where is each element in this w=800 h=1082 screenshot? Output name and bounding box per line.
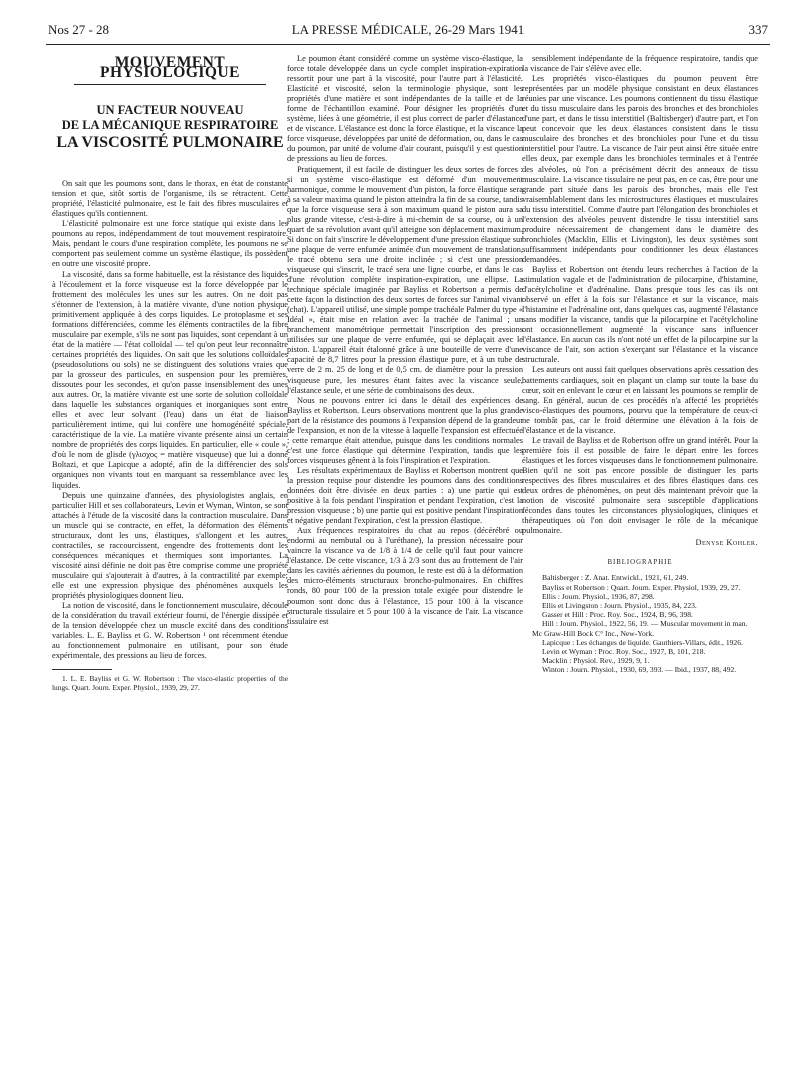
bibliography-entry: Gasser et Hill : Proc. Roy. Soc., 1924, B, 96, 398.	[542, 610, 693, 620]
paragraph: Nous ne pouvons entrer ici dans le détail des expériences de Bayliss et Robertson. Leurs observations montrent que la plus grande part de la résistance des poumons à l'expansion dépend de la grandeur de l'expansion, et non de la vitesse à laquelle l'expansion est effectuée ; cette remarque était attendue, puisque dans les conditions normales c'est une force élastique qui détermine l'expiration, tandis que les forces visqueuses gênent à la fois l'inspiration et l'expiration.	[287, 395, 523, 465]
column-3	[522, 54, 758, 1064]
bibliography-entry: Ellis : Journ. Physiol., 1936, 87, 298.	[542, 591, 655, 601]
section-rubric: MOUVEMENT PHYSIOLOGIQUE	[100, 54, 240, 82]
column-2	[287, 54, 523, 1064]
article-subtitle-2: DE LA MÉCANIQUE RESPIRATOIRE	[61, 118, 279, 133]
bibliography-entry: Levin et Wyman : Proc. Roy. Soc., 1927, B, 101, 218.	[542, 646, 706, 656]
paragraph: L'élasticité pulmonaire est une force statique qui existe dans les poumons au repos, indépendamment de tout mouvement respiratoire. Mais, pendant le cours d'une respiration complète, les poumons ne se comportent pas seulement comme un système élastique, ils possèdent en outre une viscosité propre.	[52, 219, 288, 269]
paragraph: La viscosité, dans sa forme habituelle, est la résistance des liquides à l'écoulement et la force visqueuse est la force développée par le frottement des molécules les unes sur les autres. On ne doit pas s'étonner de l'extension, à la matière vivante, d'une notion physique primitivement appliquée à des corps liquides. Le protoplasme et ses formations différenciées, comme les éléments contractiles de la fibre musculaire par exemple, s'ils ne sont pas liquides, sont cependant à un état de la matière — l'état colloïdal — tel qu'on peut leur reconnaître certaines propriétés des liquides. On sait que les solutions colloïdales (pseudosolutions ou sols) ne se distinguent des solutions vraies que par la grosseur des particules, en suspension pour les premières, dissoutes pour les secondes, et qu'on passe insensiblement des unes aux autres. Or, la matière vivante est une sorte de solution colloïdale dans laquelle les substances organiques et inorganiques sont entre elles et avec leur solvant (l'eau) dans un état de liaison particulièrement intime, qui lui confère une homogénéité spéciale, caractéristique de la vie. La matière vivante présente ainsi un certain nombre de propriétés des corps liquides. En particulier, elle « coule », d'où le nom de glisde (γλισχος = matière visqueuse) que lui a donné Boltazi, et que Lapicque a adopté, afin de la différencier des sols organiques non vivants tout en marquant sa ressemblance avec les liquides.	[52, 269, 288, 490]
paragraph: Les résultats expérimentaux de Bayliss et Robertson montrent que la pression requise pour distendre les poumons dans des conditions données doit être divisée en deux parties : a) une partie qui est positive à la fois pendant l'inspiration et pendant l'expiration, c'est la pression visqueuse ; b) une partie qui est positive pendant l'inspiration et négative pendant l'expiration, c'est la pression élastique.	[287, 465, 523, 526]
page-number: 337	[748, 22, 768, 37]
article-subtitle-1: UN FACTEUR NOUVEAU	[96, 103, 244, 118]
rubric-rule	[74, 84, 266, 85]
paragraph: Aux fréquences respiratoires du chat au repos (décérébré ou endormi au nembutal ou à l'uréthane), la pression nécessaire pour vaincre la viscance va de 1/8 à 1/4 de celle qu'il faut pour vaincre l'élastance. De cette viscance, 1/3 à 2/3 sont dus au frottement de l'air dans les cavités aériennes du poumon, le reste est dû à la déformation des micro-éléments structuraux broncho-pulmonaires. En chiffres ronds, 80 pour 100 de la pression totale exigée pour distendre le poumon sont donc dus à l'élastance, 15 pour 100 à la viscance structurale tissulaire et 5 pour 100 à la viscance de l'air. La viscance tissulaire est	[287, 526, 523, 626]
paragraph: Les propriétés visco-élastiques du poumon peuvent être représentées par un modèle physique consistant en deux élastances réunies par une viscance. Les poumons contiennent du tissu élastique et du tissu musculaire dans les parois des bronches et des bronchioles d'une part, et dans le tissu interstitiel (Baltisberger) d'autre part, et l'on peut concevoir que les deux élastances consistent dans le tissu musculaire des bronches et des bronchioles pour l'une et du tissu interstitiel pour l'autre. La viscance de l'air peut ainsi être située entre elles deux, par exemple dans les bronchioles terminales et à l'entrée des alvéoles, où l'on a précisément décrit des anneaux de tissu musculaire. La viscance tissulaire ne peut pas, en ce cas, être pour une grande part située dans les parois des bronches, mais elle l'est vraisemblablement dans les microstructures élastiques et musculaires du tissu interstitiel. Comme d'autre part l'élongation des bronchioles et l'extension des alvéoles peuvent distendre le tissu interstitiel sans produire nécessairement de changement dans le diamètre des bronchioles (Macklin, Ellis et Livingston), les deux systèmes sont suffisamment indépendants pour conditionner les deux élastances demandées.	[522, 74, 758, 264]
bibliography-entry: Hill : Journ. Physiol., 1922, 56, 19. — Muscular movement in man. Mc Graw-Hill Bock C° Inc., New-York.	[532, 619, 748, 638]
header-rule	[46, 44, 770, 45]
bibliography-entry: Ellis et Livingston : Journ. Physiol., 1935, 84, 223.	[542, 600, 697, 610]
paragraph: sensiblement indépendante de la fréquence respiratoire, tandis que la viscance de l'air s'élève avec elle.	[522, 54, 758, 74]
bibliography-heading: BIBLIOGRAPHIE	[607, 559, 673, 567]
bibliography-entry: Macklin : Physiol. Rev., 1929, 9, 1.	[542, 656, 650, 666]
issue-number: Nos 27 - 28	[48, 22, 110, 37]
paragraph: La notion de viscosité, dans le fonctionnement musculaire, découle de la considération du travail extérieur fourni, de l'énergie dissipée et de la tension développée chez un muscle excité dans des conditions variables. L. E. Bayliss et G. W. Robertson ¹ ont récemment étendue au fonctionnement pulmonaire en utilisant, pour son étude expérimentale, des pressions au lieu de forces.	[52, 601, 288, 661]
bibliography-entry: Lapicque : Les échanges de liquide. Gauthiers-Villars, édit., 1926.	[542, 637, 743, 647]
paragraph: Le travail de Bayliss et de Robertson offre un grand intérêt. Pour la première fois il est possible de faire le départ entre les forces élastiques et les forces visqueuses dans le fonctionnement pulmonaire. Bien qu'il ne soit pas encore possible de distinguer les parts respectives des fibres musculaires et des fibres élastiques dans ces deux ordres de phénomènes, on peut dès maintenant prévoir que la notion de viscosité pulmonaire sera susceptible d'applications fécondes dans toutes les circonstances physiologiques, cliniques et thérapeutiques où l'on doit envisager le rôle de la mécanique pulmonaire.	[522, 435, 758, 536]
bibliography-entry: Winton : Journ. Physiol., 1930, 69, 393. — Ibid., 1937, 88, 492.	[542, 665, 737, 675]
paragraph: Bayliss et Robertson ont étendu leurs recherches à l'action de la stimulation vagale et de l'administration de pilocarpine, d'histamine, d'acétylcholine et d'adrénaline. Dans presque tous les cas ils ont observé un effet à la fois sur l'élastance et sur la viscance, mais l'histamine et l'adrénaline ont, dans quelques cas, augmenté l'élastance sans modifier la viscance, tandis que la pilocarpine et l'acétylcholine ont occasionnellement augmenté la viscance sans influencer l'élastance. En aucun cas ils n'ont noté un effet de la pilocarpine sur la viscance de l'air, son action s'exerçant sur l'élastance et la viscance structurale.	[522, 264, 758, 365]
journal-title: LA PRESSE MÉDICALE, 26-29 Mars 1941	[291, 22, 525, 37]
page-header	[48, 22, 768, 42]
column-1	[52, 54, 288, 1064]
footnote-rule	[52, 669, 112, 670]
paragraph: Le poumon étant considéré comme un système visco-élastique, la force totale développée dans un cycle complet inspiration-expiration ressortit pour une part à la viscosité, pour l'autre part à l'élasticité. Elasticité et viscosité, selon la terminologie physique, sont les propriétés d'une matière et sont indépendantes de la taille et de la forme de l'échantillon examiné. Pour désigner les propriétés d'un système, liées à une géométrie, il est plus correct de parler d'élastance et de viscance. L'élastance est donc la force élastique, et la viscance la force visqueuse, développées par unité de déformation, ou, dans le cas du poumon, par unité de volume d'air courant, puisqu'il y est question de pressions au lieu de forces.	[287, 54, 523, 164]
paragraph: On sait que les poumons sont, dans le thorax, en état de constante tension et que, sitôt sortis de l'organisme, ils se rétractent. Cette propriété, l'élasticité pulmonaire, est le fait des fibres musculaires et élastiques qu'ils contiennent.	[52, 179, 288, 219]
bibliography-entry: Bayliss et Robertson : Quart. Journ. Exper. Physiol, 1939, 29, 27.	[542, 582, 741, 592]
paragraph: Les auteurs ont aussi fait quelques observations après cessation des battements cardiaques, soit en plaçant un clamp sur toute la base du cœur, soit en enlevant le cœur et en laissant les poumons se remplir de sang. En général, aucun de ces procédés n'a affecté les propriétés visco-élastiques des poumons, pourvu que la température de ceux-ci ne tombât pas, car le froid détermine une élévation à la fois de l'élastance et de la viscance.	[522, 365, 758, 435]
paragraph: Pratiquement, il est facile de distinguer les deux sortes de forces : si un système visco-élastique est déformé d'un mouvement harmonique, comme le mouvement d'un piston, la force élastique sera à sa valeur maxima quand le piston atteindra la fin de sa course, tandis que la force visqueuse sera à son maximum quand le piston aura sa plus grande vitesse, c'est-à-dire à mi-chemin de sa course, ou à un quart de sa révolution avant qu'il atteigne son déplacement maximum. Si donc on fait s'inscrire le développement d'une pression élastique sur une plaque de verre enfumée animée d'un mouvement de translation, le tracé obtenu sera une droite inclinée ; si c'est une pression visqueuse qui s'inscrit, le tracé sera une ligne courbe, et dans le cas d'une révolution complète inspiration-expiration, une ellipse. La technique spéciale imaginée par Bayliss et Robertson a permis de cette façon la distinction des deux sortes de forces sur l'animal vivant (chat). L'appareil utilisé, une simple pompe trachéale Palmer du type « Idéal », était mise en relation avec la trachée de l'animal ; un branchement manométrique permettait l'inscription des pressions utilisées sur une plaque de verre enfumée, qui se déplaçait avec le piston. L'appareil était étalonné grâce à une bouteille de verre d'une capacité de 8,7 litres pour la pression élastique pure, et à un tube de verre de 2 m. 25 de long et de 0,5 cm. de diamètre pour la pression visqueuse pure, les mesures étant faites avec la viscance seule, l'élastance seule, et une série de combinaisons des deux.	[287, 164, 523, 395]
author-signature: Denyse Kohler.	[695, 538, 758, 548]
bibliography-entry: Baltisberger : Z. Anat. Entwickl., 1921, 61, 249.	[542, 573, 689, 583]
article-title: LA VISCOSITÉ PULMONAIRE	[56, 134, 284, 152]
paragraph: Depuis une quinzaine d'années, des physiologistes anglais, en particulier Hill et ses collaborateurs, Levin et Wyman, Winton, se sont attachés à l'étude de la viscosité dans la contraction musculaire. Dans un muscle qui se contracte, en effet, la déformation des éléments structuraux, dont les uns, élastiques, s'allongent et les autres, contractiles, se raccourcissent, engendre des frottements dont les conséquences mécaniques et thermiques sont importantes. La viscosité ainsi définie ne doit pas être comprise comme une propriété musculaire qui s'ajouterait à d'autres, à la contractilité par exemple; elle est une expression physique des phénomènes auxquels les propriétés physiologiques donnent lieu.	[52, 490, 288, 601]
footnote: 1. L. E. Bayliss et G. W. Robertson : The visco-elastic properties of the lungs. Quart. Journ. Exper. Physiol., 1939, 29, 27.	[52, 674, 288, 693]
